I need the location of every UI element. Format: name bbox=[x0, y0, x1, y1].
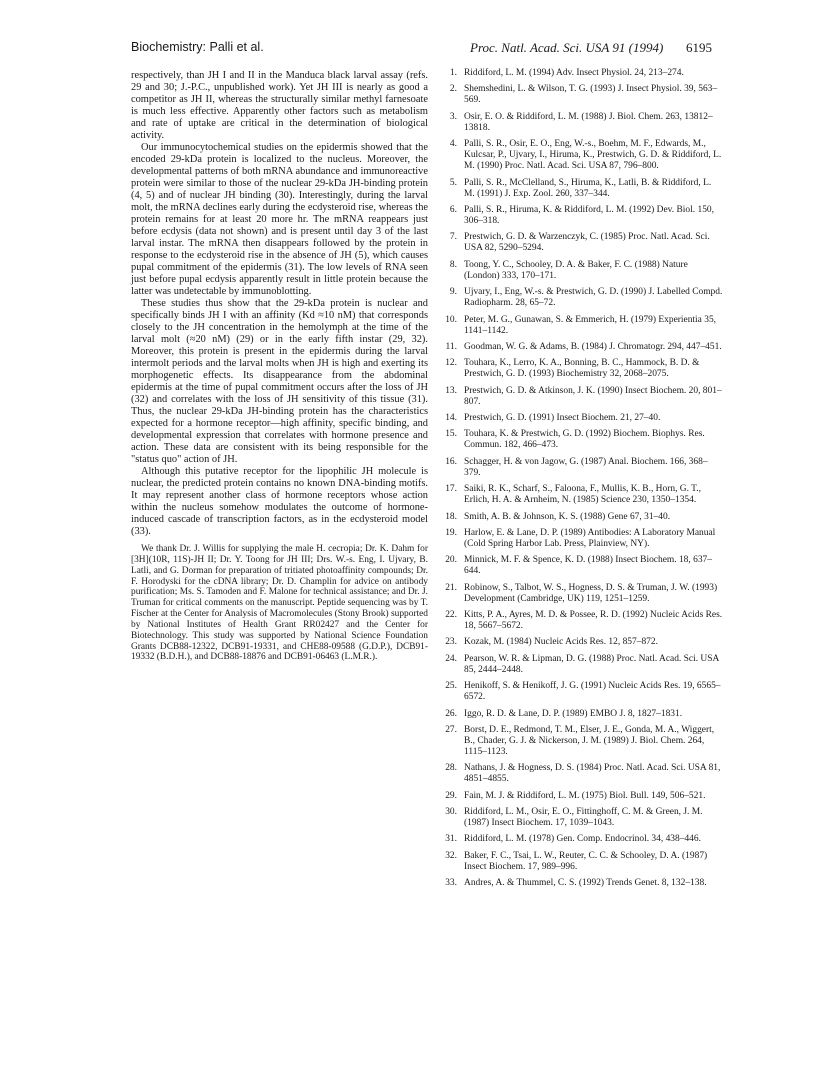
reference-item bbox=[442, 484, 724, 506]
reference-number: 22. bbox=[445, 610, 457, 621]
reference-number: 25. bbox=[445, 681, 457, 692]
reference-number: 7. bbox=[449, 232, 457, 243]
reference-item bbox=[442, 112, 724, 134]
reference-item bbox=[442, 637, 724, 648]
reference-number: 17. bbox=[445, 484, 457, 495]
reference-item bbox=[442, 315, 724, 337]
reference-number: 27. bbox=[445, 724, 457, 735]
reference-number: 19. bbox=[445, 527, 457, 538]
reference-number: 3. bbox=[449, 111, 457, 122]
reference-number: 6. bbox=[449, 204, 457, 215]
reference-text: Peter, M. G., Gunawan, S. & Emmerich, H. (1979) Experientia 35, 1141–1142. bbox=[464, 314, 717, 336]
reference-number: 14. bbox=[445, 413, 457, 424]
reference-text: Henikoff, S. & Henikoff, J. G. (1991) Nucleic Acids Res. 19, 6565–6572. bbox=[464, 681, 721, 703]
reference-item bbox=[442, 429, 724, 451]
reference-text: Palli, S. R., Hiruma, K. & Riddiford, L. M. (1992) Dev. Biol. 150, 306–318. bbox=[464, 204, 714, 226]
reference-text: Kozak, M. (1984) Nucleic Acids Res. 12, 857–872. bbox=[464, 637, 658, 648]
left-text-column bbox=[131, 70, 428, 663]
reference-item bbox=[442, 260, 724, 282]
running-header-journal: Proc. Natl. Acad. Sci. USA 91 (1994) bbox=[470, 40, 664, 55]
reference-item bbox=[442, 791, 724, 802]
reference-text: Kitts, P. A., Ayres, M. D. & Possee, R. D. (1992) Nucleic Acids Res. 18, 5667–5672. bbox=[464, 610, 723, 632]
reference-text: Andres, A. & Thummel, C. S. (1992) Trends Genet. 8, 132–138. bbox=[464, 878, 707, 889]
paragraph-continuation: respectively, than JH I and II in the Manduca black larval assay (refs. 29 and 30; J.-P.C., unpublished work). Yet JH III is nearly as good a competitor as JH II, whereas the structurally similar methyl farnesoate is much less effective. Apparently other factors such as metabolism and rate of uptake are critical in the determination of biological activity. bbox=[131, 70, 428, 141]
reference-text: Touhara, K. & Prestwich, G. D. (1992) Biochem. Biophys. Res. Commun. 182, 466–473. bbox=[464, 429, 705, 451]
reference-number: 23. bbox=[445, 637, 457, 648]
reference-item bbox=[442, 851, 724, 873]
reference-text: Prestwich, G. D. & Warzenczyk, C. (1985) Proc. Natl. Acad. Sci. USA 82, 5290–5294. bbox=[464, 232, 710, 254]
reference-text: Pearson, W. R. & Lipman, D. G. (1988) Proc. Natl. Acad. Sci. USA 85, 2444–2448. bbox=[464, 653, 719, 675]
reference-text: Riddiford, L. M. (1994) Adv. Insect Physiol. 24, 213–274. bbox=[464, 68, 684, 78]
reference-item bbox=[442, 528, 724, 550]
reference-item bbox=[442, 342, 724, 353]
reference-text: Nathans, J. & Hogness, D. S. (1984) Proc. Natl. Acad. Sci. USA 81, 4851–4855. bbox=[464, 763, 721, 785]
reference-item bbox=[442, 413, 724, 424]
reference-number: 32. bbox=[445, 850, 457, 861]
page-number: 6195 bbox=[686, 40, 712, 55]
reference-item bbox=[442, 654, 724, 676]
reference-item bbox=[442, 834, 724, 845]
reference-number: 29. bbox=[445, 790, 457, 801]
reference-text: Goodman, W. G. & Adams, B. (1984) J. Chromatogr. 294, 447–451. bbox=[464, 341, 722, 352]
reference-text: Toong, Y. C., Schooley, D. A. & Baker, F. C. (1988) Nature (London) 333, 170–171. bbox=[464, 259, 688, 281]
reference-text: Prestwich, G. D. (1991) Insect Biochem. 21, 27–40. bbox=[464, 413, 661, 424]
reference-number: 13. bbox=[445, 385, 457, 396]
reference-number: 11. bbox=[445, 341, 457, 352]
reference-list bbox=[442, 68, 724, 895]
reference-text: Robinow, S., Talbot, W. S., Hogness, D. S. & Truman, J. W. (1993) Development (Cambridge, UK) 119, 1251–1259. bbox=[464, 582, 718, 604]
reference-number: 4. bbox=[449, 139, 457, 150]
reference-number: 21. bbox=[445, 582, 457, 593]
reference-text: Schagger, H. & von Jagow, G. (1987) Anal. Biochem. 166, 368–379. bbox=[464, 456, 708, 478]
reference-text: Smith, A. B. & Johnson, K. S. (1988) Gene 67, 31–40. bbox=[464, 511, 671, 522]
reference-text: Touhara, K., Lerro, K. A., Bonning, B. C., Hammock, B. D. & Prestwich, G. D. (1993) Biochemistry 32, 2068–2075. bbox=[464, 358, 700, 380]
reference-item bbox=[442, 178, 724, 200]
reference-number: 5. bbox=[449, 177, 457, 188]
reference-number: 24. bbox=[445, 653, 457, 664]
paragraph-immunocytochemical: Our immunocytochemical studies on the epidermis showed that the encoded 29-kDa protein is localized to the nucleus. Moreover, the developmental patterns of both mRNA abundance and immunoreactive protein were similar to those of the nuclear 29-kDa JH-binding protein (4, 5) and of nuclear JH binding (30). Interestingly, during the larval molt, the mRNA declines early during the ecdysteroid rise, whereas the protein remains for at least 20 more hr. The mRNA reappears just before ecdysis (data not shown) and is present until day 3 of the last larval instar. The mRNA then disappears followed by the protein in response to the ecdysteroid rise in the absence of JH (5), which causes pupal commitment of the epidermis (31). The low levels of RNA seen just before pupal ecdysis apparently result in little protein because the latter was undetectable by immunoblotting. bbox=[131, 142, 428, 297]
reference-item bbox=[442, 878, 724, 889]
reference-number: 31. bbox=[445, 834, 457, 845]
reference-text: Minnick, M. F. & Spence, K. D. (1988) Insect Biochem. 18, 637–644. bbox=[464, 555, 712, 577]
acknowledgments: We thank Dr. J. Willis for supplying the male H. cecropia; Dr. K. Dahm for [3H](10R, 11S)-JH II; Dr. Y. Toong for JH III; Drs. W.-s. Eng, I. Ujvary, B. Latli, and G. Dorman for preparation of tritiated photoaffinity compounds; Dr. F. Horodyski for the cDNA library; Dr. D. Champlin for advice on antibody purification; Ms. S. Tamoden and F. Malone for technical assistance; and Dr. J. Truman for critical comments on the manuscript. Peptide sequencing was by T. Fischer at the Center for Analysis of Macromolecules (Stony Brook) supported by National Institutes of Health Grant RR02427 and the Center for Biotechnology. This study was supported by National Science Foundation Grants DCB88-12322, DCB91-19331, and CHE88-09588 (G.D.P.), DCB91-19332 (B.D.H.), and DCB88-18876 and DCB91-06463 (L.M.R.). bbox=[131, 544, 428, 663]
reference-item bbox=[442, 358, 724, 380]
reference-item bbox=[442, 205, 724, 227]
reference-text: Iggo, R. D. & Lane, D. P. (1989) EMBO J. 8, 1827–1831. bbox=[464, 708, 683, 719]
reference-item bbox=[442, 68, 724, 79]
reference-item bbox=[442, 583, 724, 605]
reference-text: Riddiford, L. M. (1978) Gen. Comp. Endocrinol. 34, 438–446. bbox=[464, 834, 701, 845]
reference-text: Harlow, E. & Lane, D. P. (1989) Antibodies: A Laboratory Manual (Cold Spring Harbor Lab. Press, Plainview, NY). bbox=[464, 527, 716, 549]
reference-item bbox=[442, 287, 724, 309]
reference-item bbox=[442, 386, 724, 408]
reference-item bbox=[442, 763, 724, 785]
reference-item bbox=[442, 232, 724, 254]
reference-number: 20. bbox=[445, 555, 457, 566]
reference-number: 30. bbox=[445, 807, 457, 818]
reference-text: Saiki, R. K., Scharf, S., Faloona, F., Mullis, K. B., Horn, G. T., Erlich, H. A. & Arnheim, N. (1985) Science 230, 1350–1354. bbox=[464, 484, 701, 506]
reference-number: 33. bbox=[445, 878, 457, 889]
reference-text: Riddiford, L. M., Osir, E. O., Fittinghoff, C. M. & Green, J. M. (1987) Insect Biochem. 17, 1039–1043. bbox=[464, 807, 703, 829]
reference-item bbox=[442, 555, 724, 577]
reference-number: 10. bbox=[445, 314, 457, 325]
reference-item bbox=[442, 709, 724, 720]
reference-text: Osir, E. O. & Riddiford, L. M. (1988) J. Biol. Chem. 263, 13812–13818. bbox=[464, 111, 713, 133]
reference-text: Palli, S. R., McClelland, S., Hiruma, K., Latli, B. & Riddiford, L. M. (1991) J. Exp. Zool. 260, 337–344. bbox=[464, 177, 712, 199]
reference-text: Ujvary, I., Eng, W.-s. & Prestwich, G. D. (1990) J. Labelled Compd. Radiopharm. 28, 65–72. bbox=[464, 287, 723, 309]
reference-text: Borst, D. E., Redmond, T. M., Elser, J. E., Gonda, M. A., Wiggert, B., Chader, G. J. & Nickerson, J. M. (1989) J. Biol. Chem. 264, 1115–1123. bbox=[464, 724, 715, 758]
reference-item bbox=[442, 681, 724, 703]
reference-number: 2. bbox=[449, 84, 457, 95]
reference-item bbox=[442, 139, 724, 172]
reference-number: 28. bbox=[445, 763, 457, 774]
reference-item bbox=[442, 807, 724, 829]
running-header-left: Biochemistry: Palli et al. bbox=[131, 40, 264, 54]
reference-text: Shemshedini, L. & Wilson, T. G. (1993) J. Insect Physiol. 39, 563–569. bbox=[464, 84, 718, 106]
paragraph-putative-receptor: Although this putative receptor for the lipophilic JH molecule is nuclear, the predicted protein contains no known DNA-binding motifs. It may represent another class of hormone receptors whose action within the nucleus somehow modulates the outcome of hormone-induced cascade of transcription factors, as in the ecdysteroid model (33). bbox=[131, 466, 428, 537]
reference-item bbox=[442, 84, 724, 106]
reference-text: Prestwich, G. D. & Atkinson, J. K. (1990) Insect Biochem. 20, 801–807. bbox=[464, 385, 722, 407]
reference-number: 16. bbox=[445, 456, 457, 467]
reference-text: Baker, F. C., Tsai, L. W., Reuter, C. C. & Schooley, D. A. (1987) Insect Biochem. 17, 989–996. bbox=[464, 850, 708, 872]
reference-number: 1. bbox=[449, 68, 457, 78]
reference-number: 15. bbox=[445, 429, 457, 440]
reference-number: 26. bbox=[445, 708, 457, 719]
reference-item bbox=[442, 725, 724, 758]
reference-number: 9. bbox=[449, 287, 457, 298]
reference-text: Palli, S. R., Osir, E. O., Eng, W.-s., Boehm, M. F., Edwards, M., Kulcsar, P., Ujvary, I., Hiruma, K., Prestwich, G. D. & Riddiford, L. M. (1990) Proc. Natl. Acad. Sci. USA 87, 796–800. bbox=[464, 139, 722, 172]
reference-text: Fain, M. J. & Riddiford, L. M. (1975) Biol. Bull. 149, 506–521. bbox=[464, 790, 706, 801]
paragraph-conclusion: These studies thus show that the 29-kDa protein is nuclear and specifically binds JH I with an affinity (Kd ≈10 nM) that corresponds closely to the JH concentration in the hemolymph at the time of the larval molt (≈20 nM) (29) or in the early fifth instar (29, 32). Moreover, this protein is present in the epidermis during the larval intermolt periods and the larval molts when JH is high and exerting its morphogenetic effects. Its disappearance from the abdominal epidermis at the time of pupal commitment occurs after the loss of JH (32) and correlates with the loss of JH sensitivity of this tissue (31). Thus, the nuclear 29-kDa JH-binding protein has the characteristics expected for a hormone receptor—high affinity, specific binding, and developmental expression that correlates with hormone presence and action. These data are consistent with its being responsible for the "status quo" action of JH. bbox=[131, 298, 428, 465]
reference-number: 12. bbox=[445, 358, 457, 369]
reference-item bbox=[442, 610, 724, 632]
reference-number: 18. bbox=[445, 511, 457, 522]
reference-number: 8. bbox=[449, 259, 457, 270]
reference-item bbox=[442, 457, 724, 479]
reference-item bbox=[442, 512, 724, 523]
